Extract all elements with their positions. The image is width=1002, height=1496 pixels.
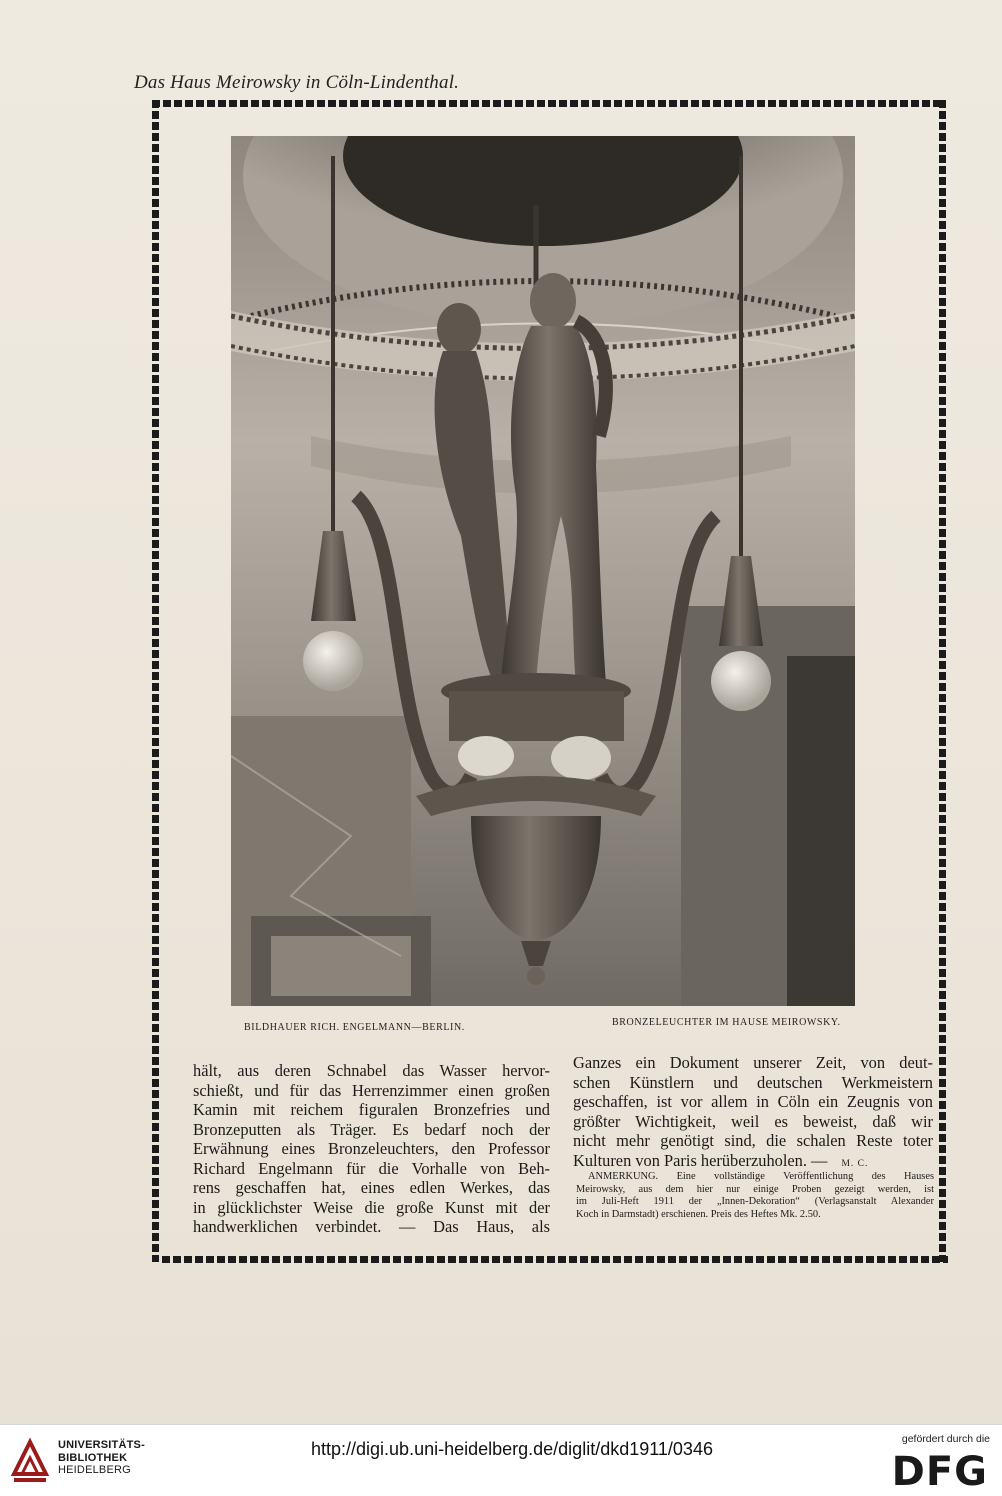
text-line: rens geschaffen hat, eines edlen Werkes, das: [193, 1178, 550, 1197]
frame-border-right: [939, 100, 946, 1262]
frame-border-left: [152, 100, 159, 1262]
text-line: Ganzes ein Dokument unserer Zeit, von deut-: [573, 1053, 933, 1072]
note-line: Koch in Darmstadt) erschienen. Preis des Heftes Mk. 2.50.: [576, 1208, 821, 1220]
note-line: Meirowsky, aus dem hier nur einige Proben gezeigt werden, ist: [576, 1183, 934, 1195]
bronze-chandelier-photo: [231, 136, 855, 1006]
digitization-footer: [0, 1424, 1002, 1496]
note-line: im Juli-Heft 1911 der „Innen-Dekoration“ (Verlagsanstalt Alexander: [576, 1196, 934, 1208]
permalink-url[interactable]: http://digi.ub.uni-heidelberg.de/diglit/dkd1911/0346: [311, 1439, 713, 1459]
footnote-anmerkung: [576, 1171, 934, 1221]
text-line: Bronzeputten als Träger. Es bedarf noch der: [193, 1119, 550, 1139]
library-name-line1: UNIVERSITÄTS-: [58, 1439, 145, 1451]
text-line: schießt, und für das Herrenzimmer einen großen: [193, 1080, 550, 1100]
author-initials: M. C.: [841, 1158, 869, 1169]
closing-sentence: Kulturen von Paris herüberzuholen. —: [573, 1150, 828, 1170]
text-line: handwerklichen verbindet. — Das Haus, als: [193, 1217, 550, 1236]
university-library-logo-icon: [10, 1434, 50, 1486]
body-text-right-column: [573, 1053, 933, 1174]
text-line: Erwähnung eines Bronzeleuchters, den Professor: [193, 1139, 550, 1158]
frame-border-top: [152, 100, 945, 107]
text-line: schen Künstlern und deutschen Werkmeistern: [573, 1072, 933, 1092]
text-line: Kamin mit reichem figuralen Bronzefries und: [193, 1100, 550, 1119]
text-line: größter Wichtigkeit, weil es beweist, daß wir: [573, 1111, 933, 1131]
text-line: in glücklichster Weise die große Kunst mit der: [193, 1197, 550, 1217]
library-name: [58, 1439, 145, 1477]
text-line: nicht mehr genötigt sind, die schalen Reste toter: [573, 1131, 933, 1150]
frame-border-bottom: [162, 1256, 948, 1263]
note-line: ANMERKUNG. Eine vollständige Veröffentlichung des Hauses: [588, 1171, 934, 1182]
dfg-logo: DFG: [891, 1449, 988, 1495]
text-line: geschaffen, ist vor allem in Cöln ein Zeugnis von: [573, 1092, 933, 1111]
library-name-line3: HEIDELBERG: [58, 1464, 131, 1476]
text-line: Richard Engelmann für die Vorhalle von Beh-: [193, 1158, 550, 1178]
text-line: hält, aus deren Schnabel das Wasser hervor-: [193, 1061, 550, 1080]
body-text-left-column: [193, 1061, 550, 1237]
running-head: Das Haus Meirowsky in Cöln-Lindenthal.: [134, 72, 460, 93]
photo-credit-caption: BILDHAUER RICH. ENGELMANN—BERLIN.: [244, 1022, 465, 1033]
funding-note: gefördert durch die: [901, 1433, 990, 1445]
library-name-line2: BIBLIOTHEK: [58, 1451, 128, 1464]
photo-title-caption: BRONZELEUCHTER IM HAUSE MEIROWSKY.: [612, 1017, 841, 1028]
